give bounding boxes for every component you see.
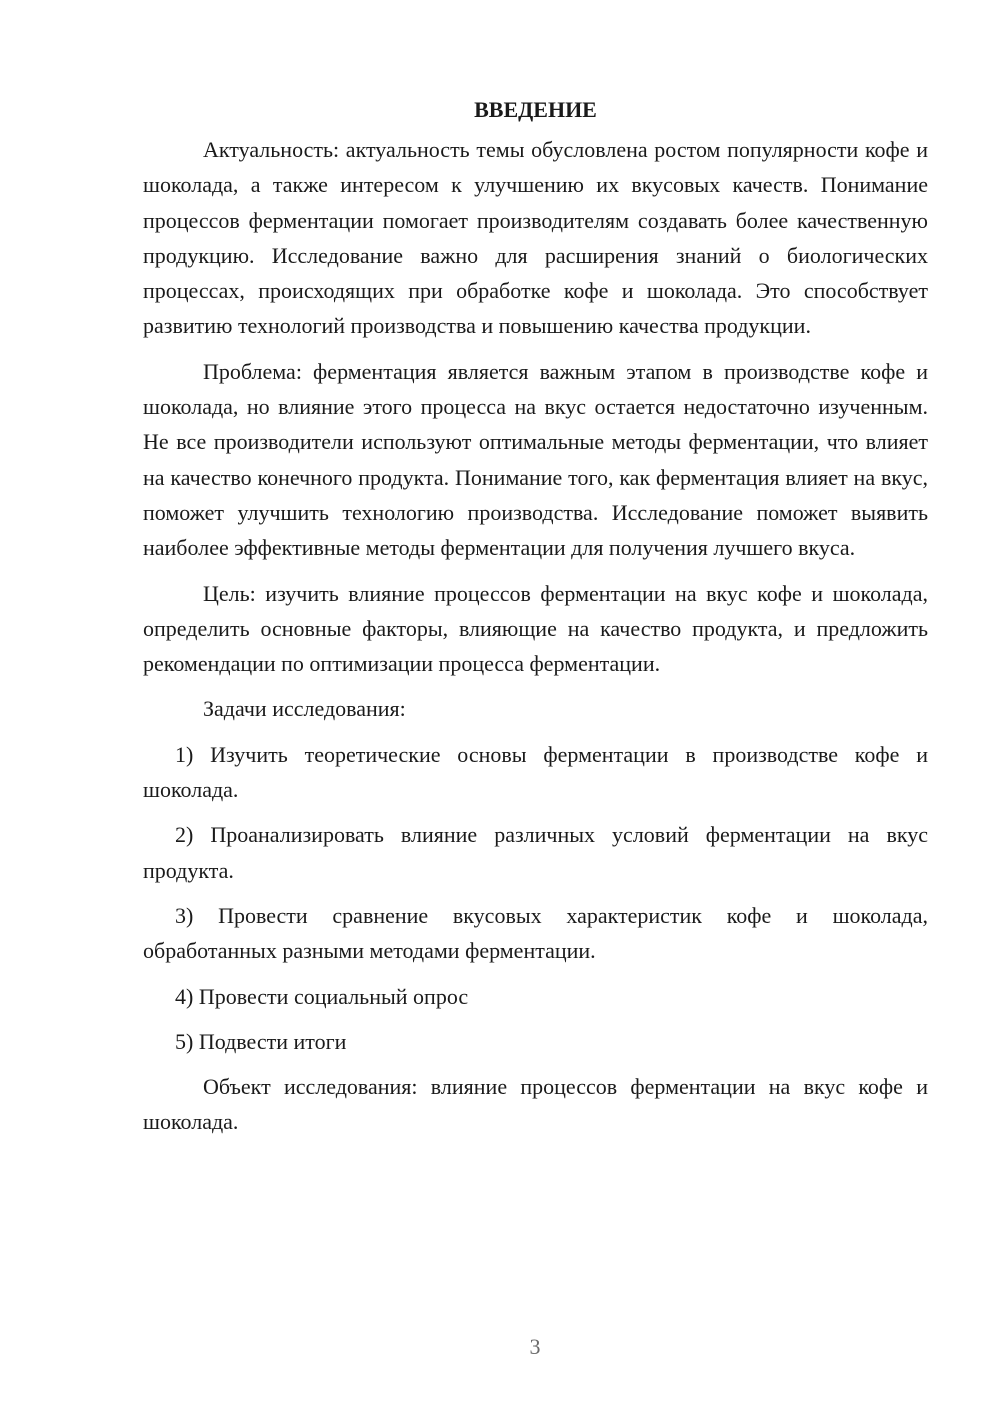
task-item-4: 4) Провести социальный опрос <box>175 983 469 1009</box>
task-item-1: 1) Изучить теоретические основы ферментации в производстве кофе и шоколада. <box>143 741 928 803</box>
task-item-5: 5) Подвести итоги <box>175 1028 347 1054</box>
page-number: 3 <box>529 1334 541 1359</box>
section-title: ВВЕДЕНИЕ <box>474 97 597 122</box>
object-paragraph: Объект исследования: влияние процессов ферментации на вкус кофе и шоколада. <box>143 1074 928 1135</box>
tasks-heading: Задачи исследования: <box>203 696 406 722</box>
goal-paragraph: Цель: изучить влияние процессов ферментации на вкус кофе и шоколада, определить основные факторы, влияющие на качество продукта, и предложить рекомендации по оптимизации процесса ферментации. <box>143 580 928 677</box>
problem-paragraph: Проблема: ферментация является важным этапом в производстве кофе и шоколада, но влияние этого процесса на вкус остается недостаточно изученным. Не все производители используют оптимальные методы ферментации, что влияет на качество конечного продукта. Понимание того, как ферментация влияет на вкус, поможет улучшить технологию производства. Исследование поможет выявить наиболее эффективные методы ферментации для получения лучшего вкуса. <box>143 358 928 561</box>
document-body <box>143 92 928 1150</box>
task-item-2: 2) Проанализировать влияние различных условий ферментации на вкус продукта. <box>143 822 928 883</box>
relevance-paragraph: Актуальность: актуальность темы обусловлена ростом популярности кофе и шоколада, а также интересом к улучшению их вкусовых качеств. Понимание процессов ферментации помогает производителям создавать более качественную продукцию. Исследование важно для расширения знаний о биологических процессах, происходящих при обработке кофе и шоколада. Это способствует развитию технологий производства и повышению качества продукции. <box>143 137 928 339</box>
task-item-3: 3) Провести сравнение вкусовых характеристик кофе и шоколада, обработанных разными методами ферментации. <box>143 902 928 964</box>
